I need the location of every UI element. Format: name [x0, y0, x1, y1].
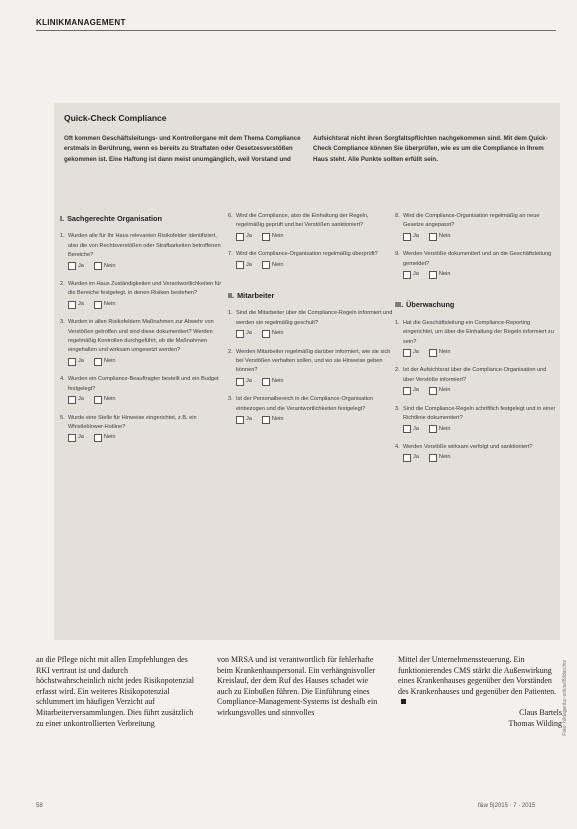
- yes-label: Ja: [78, 300, 84, 307]
- answer-options: [236, 232, 396, 241]
- answer-yes[interactable]: [403, 386, 419, 395]
- no-label: Nein: [103, 396, 116, 403]
- question-body: [403, 250, 557, 279]
- question-number: 4.: [395, 443, 400, 450]
- checklist-question: [395, 405, 557, 434]
- yes-label: Ja: [246, 377, 252, 384]
- answer-yes[interactable]: [236, 377, 252, 386]
- answer-yes[interactable]: [236, 329, 252, 338]
- intro-left: Oft kommen Geschäftsleitungs- und Kontrollorgane mit dem Thema Compliance erstmals in Berührung, wenn es bereits zu Straftaten oder Gesetzesverstößen gekommen ist. Eine Haftung ist dann meist unumgänglich, weil Vorstand und: [64, 135, 301, 163]
- question-text: Wird die Compliance-Organisation regelmäßig an neue Gesetze angepasst?: [403, 213, 540, 229]
- answer-options: [68, 395, 228, 404]
- answer-yes[interactable]: [68, 395, 84, 404]
- end-mark-icon: [401, 699, 406, 704]
- body-column-3: [398, 655, 562, 729]
- yes-checkbox-icon[interactable]: [68, 434, 76, 442]
- no-label: Nein: [438, 232, 451, 239]
- question-body: [236, 348, 396, 387]
- question-text: Werden Verstöße dokumentiert und an die Geschäftsleitung gemeldet?: [403, 251, 552, 267]
- question-number: 1.: [60, 233, 65, 240]
- page-number: 58: [36, 803, 43, 809]
- checklist-question: [228, 395, 396, 424]
- answer-options: [403, 453, 557, 462]
- question-body: [403, 405, 557, 434]
- checklist-question: [60, 375, 228, 404]
- question-text: Wurden in allen Risikofeldern Maßnahmen zur Abwehr von Verstößen getroffen und sind diese dokumentiert? Werden regelmäßig Kontrollen durchgeführt, ob die Maßnahmen eingehalten und wirksam umgesetzt werden?: [68, 319, 214, 354]
- no-label: Nein: [103, 300, 116, 307]
- answer-no[interactable]: [429, 270, 451, 279]
- yes-label: Ja: [413, 349, 419, 356]
- body-column-2: [217, 655, 379, 719]
- checklist-question: [395, 212, 557, 241]
- answer-options: [403, 386, 557, 395]
- box-title: Quick-Check Compliance: [64, 113, 167, 123]
- issue-info: f&w 5|2015 · 7 · 2015: [478, 803, 536, 809]
- question-text: Sind die Mitarbeiter über die Compliance-Regeln informiert und werden sie regelmäßig geschult?: [236, 310, 393, 326]
- question-body: [68, 414, 228, 443]
- question-body: [68, 375, 228, 404]
- answer-no[interactable]: [429, 453, 451, 462]
- checklist-question: [395, 366, 557, 395]
- yes-label: Ja: [246, 330, 252, 337]
- answer-no[interactable]: [94, 433, 116, 442]
- question-text: Hat die Geschäftsleitung ein Compliance-Reporting eingerichtet, um über die Einhaltung der Regeln informiert zu sein?: [403, 319, 554, 345]
- answer-no[interactable]: [262, 261, 284, 270]
- no-label: Nein: [103, 262, 116, 269]
- no-label: Nein: [438, 387, 451, 394]
- question-number: 3.: [228, 396, 233, 403]
- question-body: [236, 395, 396, 424]
- checklist-column-2: [228, 212, 396, 434]
- question-number: 3.: [60, 319, 65, 326]
- question-number: 4.: [60, 376, 65, 383]
- section-number: III.: [395, 300, 404, 310]
- yes-label: Ja: [246, 416, 252, 423]
- no-checkbox-icon[interactable]: [262, 330, 270, 338]
- section-title: Überwachung: [406, 300, 455, 310]
- checklist-question: [228, 212, 396, 241]
- yes-checkbox-icon[interactable]: [68, 396, 76, 404]
- question-text: Wurden im Haus Zuständigkeiten und Verantwortlichkeiten für die Bereiche festgelegt, in denen Risiken bestehen?: [68, 281, 222, 297]
- no-label: Nein: [271, 377, 284, 384]
- body-text-1: an die Pflege nicht mit allen Empfehlungen des RKI vertraut ist und dadurch höchstwahrscheinlich nicht jedes Risikopotenzial erfasst wird. Ein weiteres Risikopotenzial schlummert im häufigen Verzicht auf Mitarbeiterversammlungen. Dies führt zusätzlich zu einer unkontrollierten Verbreitung: [36, 655, 194, 728]
- yes-label: Ja: [413, 232, 419, 239]
- no-checkbox-icon[interactable]: [262, 261, 270, 269]
- question-number: 9.: [395, 251, 400, 258]
- no-checkbox-icon[interactable]: [429, 271, 437, 279]
- yes-checkbox-icon[interactable]: [68, 262, 76, 270]
- yes-label: Ja: [78, 357, 84, 364]
- question-text: Werden Verstöße wirksam verfolgt und sanktioniert?: [403, 443, 533, 450]
- answer-no[interactable]: [429, 386, 451, 395]
- author-1: Claus Bartels: [519, 707, 562, 717]
- answer-options: [236, 415, 396, 424]
- checklist-question: [395, 319, 557, 358]
- question-number: 7.: [228, 251, 233, 258]
- no-checkbox-icon[interactable]: [94, 434, 102, 442]
- no-checkbox-icon[interactable]: [94, 301, 102, 309]
- author-2: Thomas Wilding: [508, 718, 562, 728]
- no-checkbox-icon[interactable]: [429, 233, 437, 241]
- question-body: [403, 319, 557, 358]
- no-checkbox-icon[interactable]: [94, 396, 102, 404]
- checklist-question: [395, 443, 557, 463]
- checklist-column-1: [60, 212, 228, 452]
- checklist-question: [60, 280, 228, 309]
- yes-label: Ja: [413, 425, 419, 432]
- yes-label: Ja: [246, 232, 252, 239]
- yes-checkbox-icon[interactable]: [236, 330, 244, 338]
- answer-yes[interactable]: [68, 262, 84, 271]
- no-label: Nein: [271, 416, 284, 423]
- question-text: Wurden alle für Ihr Haus relevanten Risikofelder identifiziert, also die von Rechtsverstößen oder Strafbarkeiten betroffenen Bereiche?: [68, 233, 221, 259]
- answer-no[interactable]: [94, 262, 116, 271]
- answer-options: [68, 357, 228, 366]
- yes-checkbox-icon[interactable]: [403, 454, 411, 462]
- answer-yes[interactable]: [236, 415, 252, 424]
- answer-yes[interactable]: [403, 232, 419, 241]
- question-body: [403, 366, 557, 395]
- no-label: Nein: [271, 232, 284, 239]
- question-text: Ist der Personalbereich in die Compliance-Organisation einbezogen und die Verantwortlichkeiten festgelegt?: [236, 396, 374, 412]
- yes-checkbox-icon[interactable]: [403, 387, 411, 395]
- yes-checkbox-icon[interactable]: [68, 301, 76, 309]
- answer-yes[interactable]: [403, 270, 419, 279]
- answer-yes[interactable]: [236, 261, 252, 270]
- section-number: I.: [60, 214, 65, 223]
- answer-no[interactable]: [429, 425, 451, 434]
- no-checkbox-icon[interactable]: [94, 262, 102, 270]
- answer-no[interactable]: [262, 415, 284, 424]
- section-header: KLINIKMANAGEMENT: [36, 18, 126, 27]
- question-body: [236, 250, 396, 270]
- yes-checkbox-icon[interactable]: [236, 261, 244, 269]
- section-spacer: [228, 279, 396, 289]
- answer-no[interactable]: [429, 348, 451, 357]
- question-text: Wurde eine Stelle für Hinweise eingerichtet, z.B. ein Whistleblower-Hotline?: [68, 414, 197, 430]
- answer-options: [68, 300, 228, 309]
- answer-options: [68, 433, 228, 442]
- question-body: [68, 318, 228, 366]
- checklist-column-3: [395, 212, 557, 472]
- section-title: Mitarbeiter: [237, 291, 275, 301]
- answer-yes[interactable]: [403, 425, 419, 434]
- answer-options: [236, 377, 396, 386]
- answer-no[interactable]: [262, 329, 284, 338]
- question-number: 8.: [395, 213, 400, 219]
- answer-no[interactable]: [94, 300, 116, 309]
- answer-no[interactable]: [262, 232, 284, 241]
- question-body: [403, 212, 557, 241]
- question-body: [68, 232, 228, 271]
- no-label: Nein: [271, 261, 284, 268]
- question-number: 2.: [395, 367, 400, 374]
- answer-yes[interactable]: [68, 433, 84, 442]
- question-body: [68, 280, 228, 309]
- no-checkbox-icon[interactable]: [94, 358, 102, 366]
- yes-label: Ja: [413, 387, 419, 394]
- question-body: [403, 443, 557, 463]
- no-checkbox-icon[interactable]: [262, 233, 270, 241]
- answer-yes[interactable]: [403, 348, 419, 357]
- question-number: 5.: [60, 414, 65, 421]
- no-checkbox-icon[interactable]: [429, 349, 437, 357]
- photo-credit: Foto: bildagentur-online/Bildarchiv: [562, 660, 568, 736]
- no-label: Nein: [438, 271, 451, 278]
- answer-no[interactable]: [94, 357, 116, 366]
- checklist-question: [60, 318, 228, 366]
- no-label: Nein: [438, 454, 451, 461]
- no-label: Nein: [103, 357, 116, 364]
- no-checkbox-icon[interactable]: [429, 425, 437, 433]
- answer-options: [403, 348, 557, 357]
- yes-checkbox-icon[interactable]: [236, 416, 244, 424]
- yes-label: Ja: [78, 262, 84, 269]
- checklist-question: [228, 309, 396, 338]
- question-body: [236, 309, 396, 338]
- question-text: Wird die Compliance, also die Einhaltung der Regeln, regelmäßig geprüft und bei Verstößen sanktioniert?: [236, 213, 369, 229]
- question-number: 6.: [228, 213, 233, 219]
- yes-label: Ja: [413, 454, 419, 461]
- question-number: 2.: [60, 281, 65, 288]
- yes-checkbox-icon[interactable]: [403, 233, 411, 241]
- no-label: Nein: [103, 434, 116, 441]
- no-label: Nein: [271, 330, 284, 337]
- section-heading: [395, 300, 557, 309]
- answer-yes[interactable]: [68, 357, 84, 366]
- question-text: Wird die Compliance-Organisation regelmäßig überprüft?: [236, 251, 378, 258]
- no-checkbox-icon[interactable]: [262, 416, 270, 424]
- section-heading: [60, 214, 228, 223]
- yes-label: Ja: [413, 271, 419, 278]
- no-checkbox-icon[interactable]: [262, 378, 270, 386]
- answer-options: [236, 261, 396, 270]
- intro-right: Aufsichtsrat nicht ihren Sorgfaltspflichten nachgekommen sind. Mit dem Quick-Check Compliance können Sie überprüfen, wie es um die Compliance in Ihrem Haus steht. Alle Punkte sollten erfüllt sein.: [313, 135, 548, 163]
- body-text-3: Mittel der Unternehmenssteuerung. Ein funktionierendes CMS stärkt die Außenwirkung eines Krankenhauses gegenüber den Vorständen des Krankenhauses und gegenüber den Patienten.: [398, 655, 557, 696]
- answer-no[interactable]: [262, 377, 284, 386]
- no-label: Nein: [438, 349, 451, 356]
- yes-checkbox-icon[interactable]: [403, 425, 411, 433]
- yes-checkbox-icon[interactable]: [68, 358, 76, 366]
- yes-checkbox-icon[interactable]: [403, 349, 411, 357]
- answer-no[interactable]: [429, 232, 451, 241]
- yes-label: Ja: [78, 396, 84, 403]
- no-checkbox-icon[interactable]: [429, 454, 437, 462]
- yes-checkbox-icon[interactable]: [236, 233, 244, 241]
- checklist-question: [228, 250, 396, 270]
- question-number: 2.: [228, 348, 233, 355]
- question-text: Ist der Aufsichtsrat über die Compliance-Organisation und über Verstöße informiert?: [403, 367, 547, 383]
- section-number: II.: [228, 291, 235, 301]
- body-column-1: [36, 655, 198, 729]
- yes-label: Ja: [78, 434, 84, 441]
- checklist-question: [228, 348, 396, 387]
- checklist-question: [60, 232, 228, 271]
- answer-no[interactable]: [94, 395, 116, 404]
- question-number: 3.: [395, 405, 400, 412]
- answer-yes[interactable]: [236, 232, 252, 241]
- question-text: Wurden ein Compliance-Beauftragter bestellt und ein Budget festgelegt?: [68, 376, 219, 392]
- question-body: [236, 212, 396, 241]
- answer-yes[interactable]: [68, 300, 84, 309]
- answer-options: [68, 262, 228, 271]
- answer-options: [403, 270, 557, 279]
- answer-options: [403, 425, 557, 434]
- question-number: 1.: [228, 310, 233, 317]
- checklist-question: [395, 250, 557, 279]
- yes-checkbox-icon[interactable]: [236, 378, 244, 386]
- header-divider: [36, 30, 556, 31]
- checklist-question: [60, 414, 228, 443]
- answer-options: [236, 329, 396, 338]
- no-label: Nein: [438, 425, 451, 432]
- no-checkbox-icon[interactable]: [429, 387, 437, 395]
- section-spacer: [395, 288, 557, 298]
- section-heading: [228, 291, 396, 300]
- body-text-2: von MRSA und ist verantwortlich für fehlerhafte beim Krankenhauspersonal. Ein verhängnisvoller Kreislauf, der dem Ruf des Hauses schadet wie auch zu Einbußen führen. Die Einführung eines Compliance-Management-Systems ist deshalb ein wirkungsvolles und sinnvolles: [217, 655, 378, 717]
- yes-checkbox-icon[interactable]: [403, 271, 411, 279]
- section-title: Sachgerechte Organisation: [67, 214, 162, 223]
- answer-options: [403, 232, 557, 241]
- question-number: 1.: [395, 319, 400, 326]
- question-text: Sind die Compliance-Regeln schriftlich festgelegt und in einer Richtlinie dokumentiert?: [403, 405, 556, 422]
- answer-yes[interactable]: [403, 453, 419, 462]
- question-text: Werden Mitarbeiter regelmäßig darüber informiert, wie sie sich bei Verstößen verhalten sollen, und wo sie Hinweise geben können?: [236, 348, 391, 374]
- yes-label: Ja: [246, 261, 252, 268]
